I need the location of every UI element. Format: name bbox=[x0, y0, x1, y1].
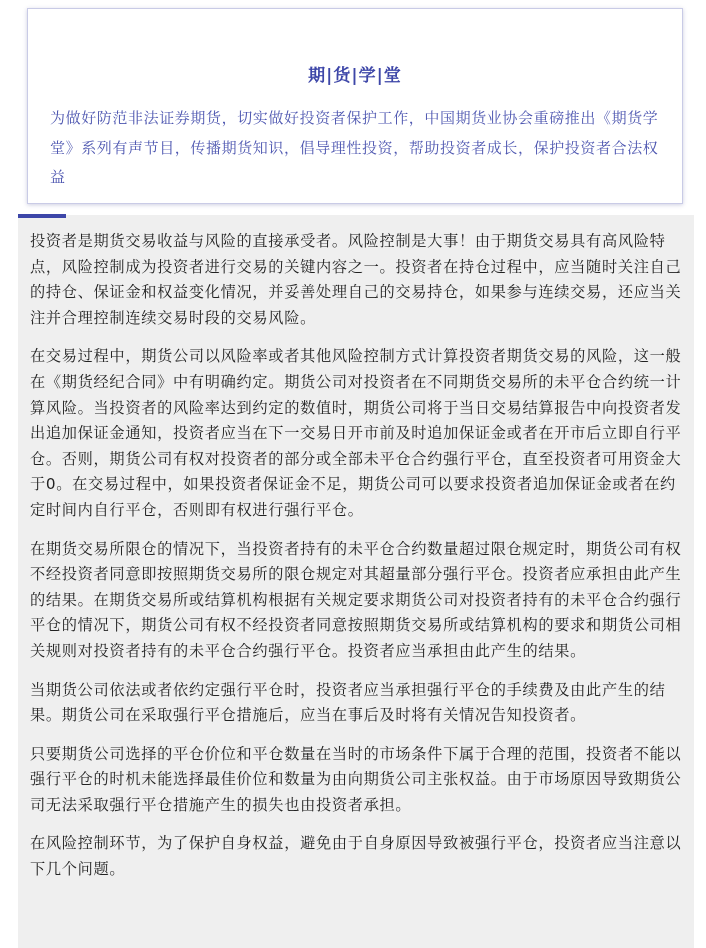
page-title: 期|货|学|堂 bbox=[308, 66, 402, 86]
header-card bbox=[27, 8, 683, 204]
article-paragraph: 在交易过程中，期货公司以风险率或者其他风险控制方式计算投资者期货交易的风险，这一般在《期货经纪合同》中有明确约定。期货公司对投资者在不同期货交易所的未平仓合约统一计算风险。当投资者的风险率达到约定的数值时，期货公司将于当日交易结算报告中向投资者发出追加保证金通知，投资者应当在下一交易日开市前及时追加保证金或者在开市后立即自行平仓。否则，期货公司有权对投资者的部分或全部未平仓合约强行平仓，直至投资者可用资金大于0。在交易过程中，如果投资者保证金不足，期货公司可以要求投资者追加保证金或者在约定时间内自行平仓，否则即有权进行强行平仓。 bbox=[30, 347, 682, 519]
article-paragraph: 只要期货公司选择的平仓价位和平仓数量在当时的市场条件下属于合理的范围，投资者不能以强行平仓的时机未能选择最佳价位和数量为由向期货公司主张权益。由于市场原因导致期货公司无法采取强行平仓措施产生的损失也由投资者承担。 bbox=[30, 744, 682, 814]
article-body bbox=[18, 215, 694, 948]
article-paragraph: 在期货交易所限仓的情况下，当投资者持有的未平仓合约数量超过限仓规定时，期货公司有权不经投资者同意即按照期货交易所的限仓规定对其超量部分强行平仓。投资者应承担由此产生的结果。在期货交易所或结算机构根据有关规定要求期货公司对投资者持有的未平仓合约强行平仓的情况下，期货公司有权不经投资者同意按照期货交易所或结算机构的要求和期货公司相关规则对投资者持有的未平仓合约强行平仓。投资者应当承担由此产生的结果。 bbox=[30, 539, 682, 660]
article-paragraph: 在风险控制环节，为了保护自身权益，避免由于自身原因导致被强行平仓，投资者应当注意以下几个问题。 bbox=[30, 834, 682, 879]
article-paragraph: 当期货公司依法或者依约定强行平仓时，投资者应当承担强行平仓的手续费及由此产生的结果。期货公司在采取强行平仓措施后，应当在事后及时将有关情况告知投资者。 bbox=[30, 680, 666, 725]
section-accent-bar bbox=[18, 214, 66, 218]
header-description: 为做好防范非法证券期货，切实做好投资者保护工作，中国期货业协会重磅推出《期货学堂》系列有声节目，传播期货知识，倡导理性投资，帮助投资者成长，保护投资者合法权益 bbox=[50, 109, 659, 186]
article-paragraph: 投资者是期货交易收益与风险的直接承受者。风险控制是大事！由于期货交易具有高风险特点，风险控制成为投资者进行交易的关键内容之一。投资者在持仓过程中，应当随时关注自己的持仓、保证金和权益变化情况，并妥善处理自己的交易持仓，如果参与连续交易，还应当关注并合理控制连续交易时段的交易风险。 bbox=[30, 232, 682, 327]
